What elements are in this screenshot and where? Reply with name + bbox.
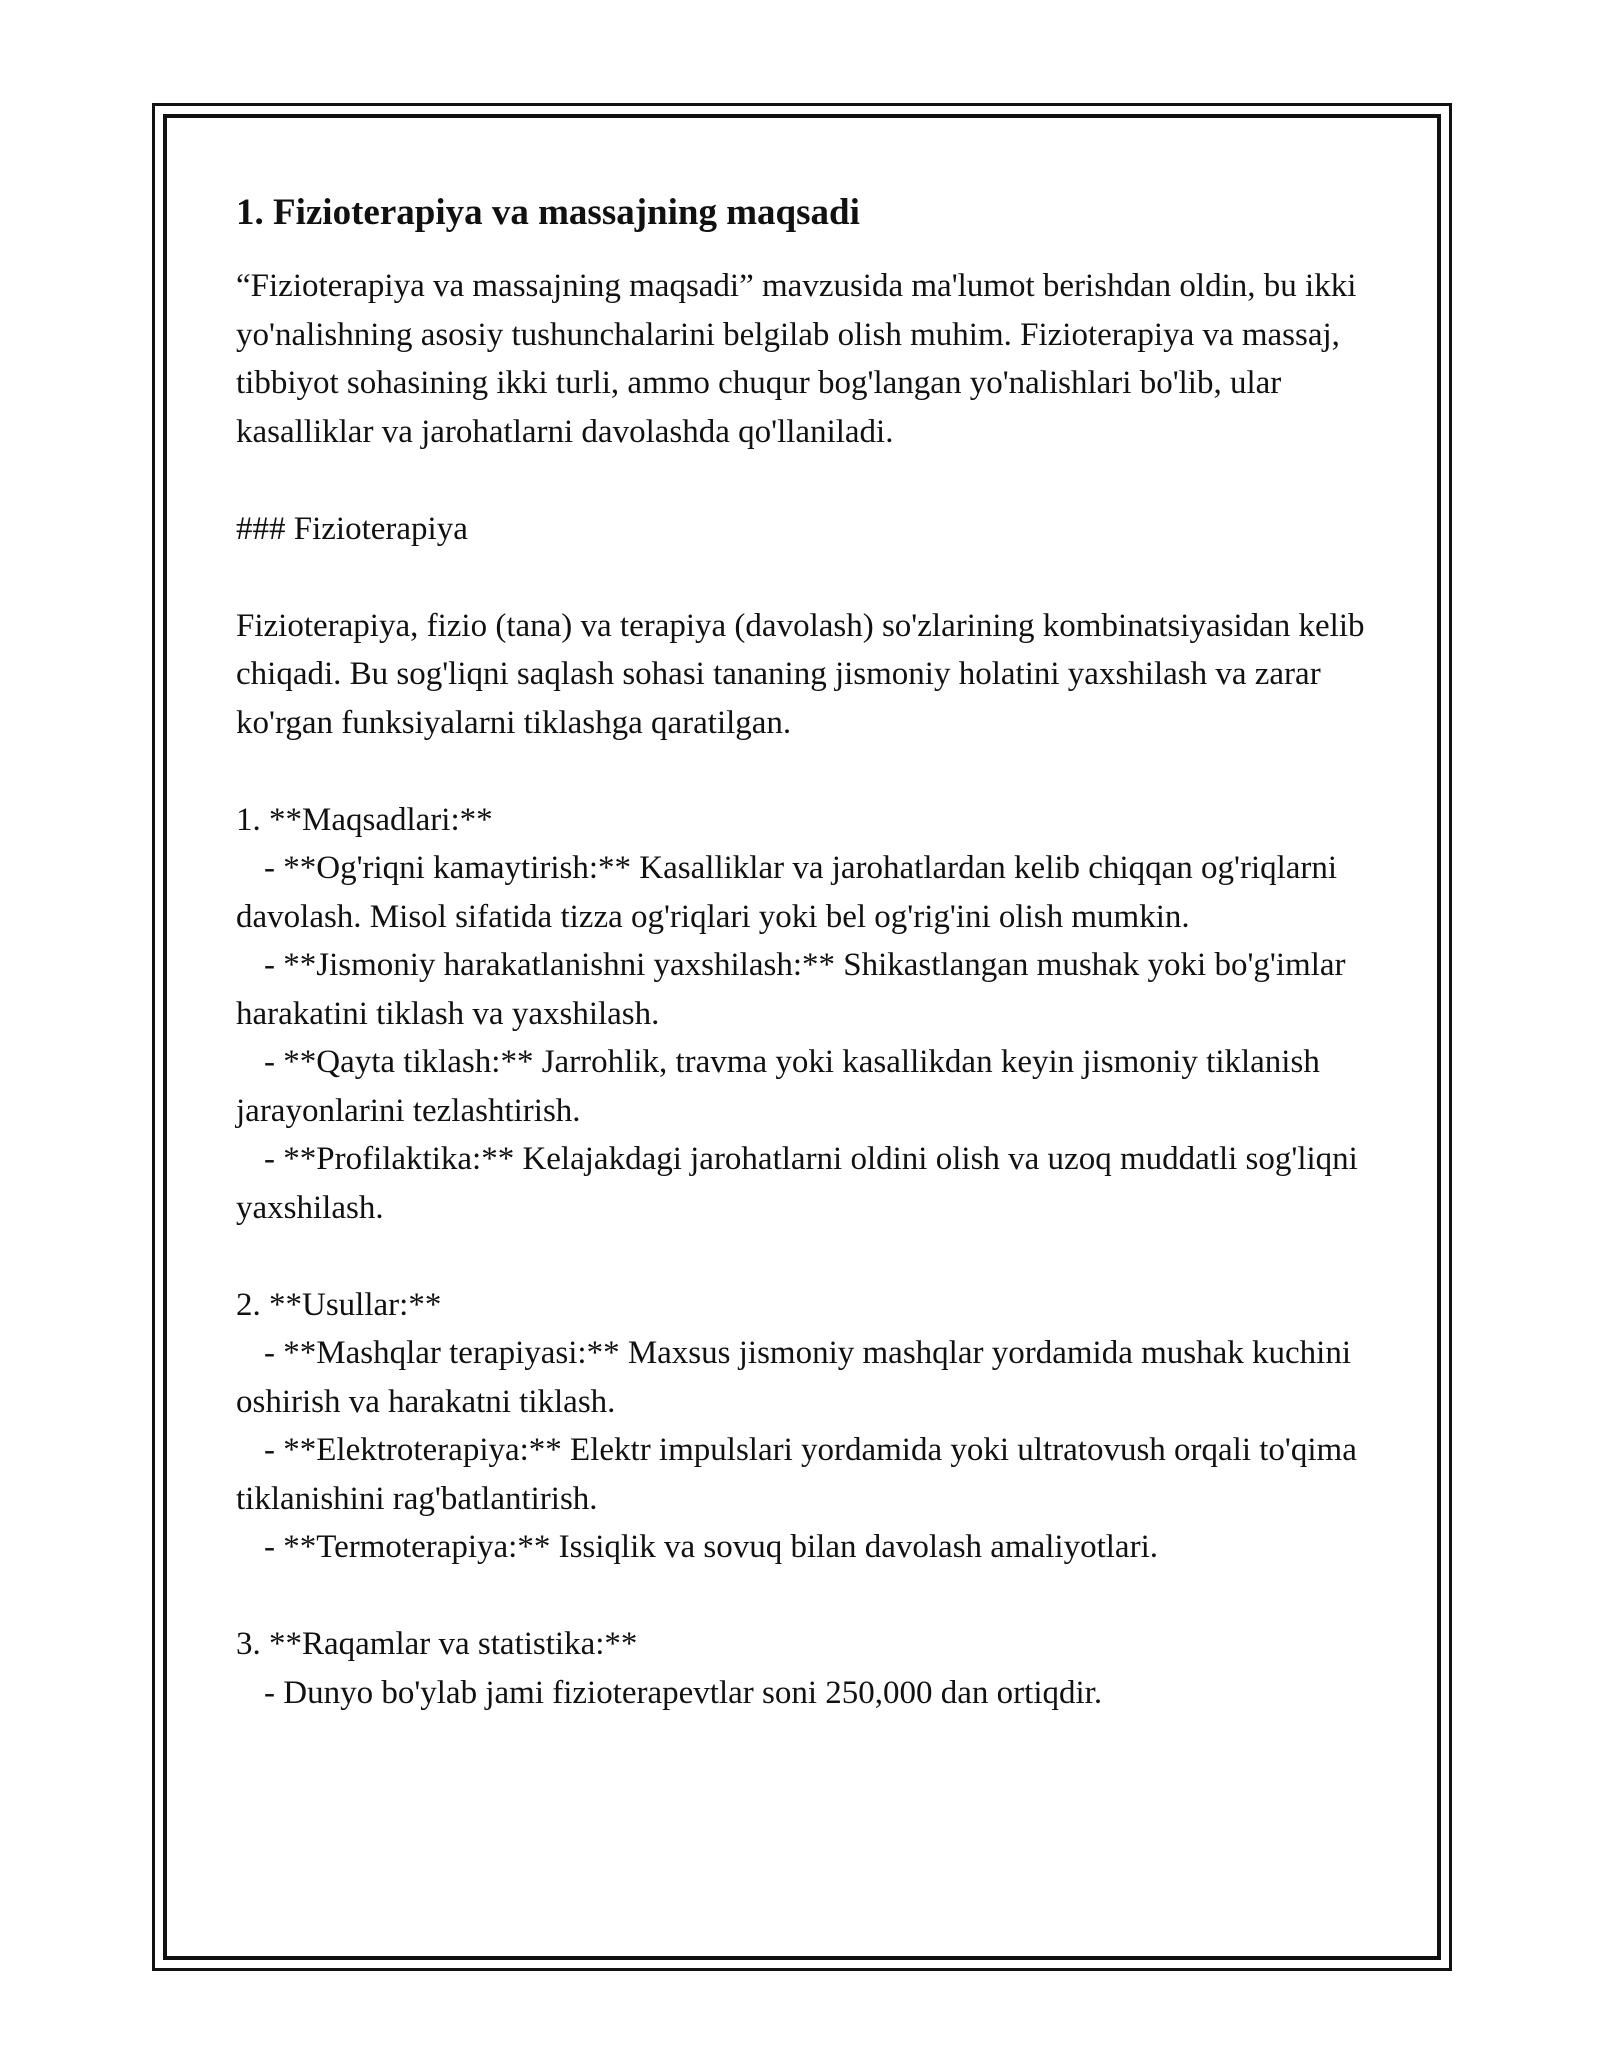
list-item [236, 844, 1366, 941]
paragraph-gap [236, 747, 1366, 796]
list-item-text: - **Elektroterapiya:** Elektr impulslari yordamida yoki ultratovush orqali to'qima tiklanishini rag'batlantirish. [236, 1432, 1366, 1517]
document-body [236, 190, 1373, 1717]
list-item [236, 1038, 1366, 1135]
section-title-statistics: 3. **Raqamlar va statistika:** [236, 1626, 638, 1662]
paragraph-gap [236, 553, 1366, 602]
list-item [236, 1523, 1366, 1572]
section-title-methods: 2. **Usullar:** [236, 1286, 442, 1323]
list-item-text: - **Qayta tiklash:** Jarrohlik, travma yoki kasallikdan keyin jismoniy tiklanish jarayonlarini tezlashtirish. [236, 1044, 1329, 1129]
definition-paragraph: Fizioterapiya, fizio (tana) va terapiya (davolash) so'zlarining kombinatsiyasidan kelib chiqadi. Bu sog'liqni saqlash sohasi tananing jismoniy holatini yaxshilash va zarar ko'rgan funksiyalarni tiklashga qaratilgan. [236, 607, 1373, 741]
document-heading: 1. Fizioterapiya va massajning maqsadi [236, 192, 860, 233]
list-item [236, 1329, 1366, 1426]
section-title-goals: 1. **Maqsadlari:** [236, 801, 493, 838]
list-item-text: - **Og'riqni kamaytirish:** Kasalliklar va jarohatlardan kelib chiqqan og'riqlarni davolash. Misol sifatida tizza og'riqlari yoki bel og'rig'ini olish mumkin. [236, 850, 1346, 935]
paragraph-gap [236, 1572, 1366, 1621]
list-item-text: - **Mashqlar terapiyasi:** Maxsus jismoniy mashqlar yordamida mushak kuchini oshirish va harakatni tiklash. [236, 1335, 1360, 1420]
list-item-text: - **Profilaktika:** Kelajakdagi jarohatlarni oldini olish va uzoq muddatli sog'liqni yaxshilash. [236, 1141, 1367, 1226]
list-item [236, 1669, 1366, 1718]
list-item-text: - Dunyo bo'ylab jami fizioterapevtlar soni 250,000 dan ortiqdir. [264, 1674, 1103, 1711]
intro-paragraph: “Fizioterapiya va massajning maqsadi” mavzusida ma'lumot berishdan oldin, bu ikki yo'nalishning asosiy tushunchalarini belgilab olish muhim. Fizioterapiya va massaj, tibbiyot sohasining ikki turli, ammo chuqur bog'langan yo'nalishlari bo'lib, ular kasalliklar va jarohatlarni davolashda qo'llaniladi. [236, 268, 1365, 450]
list-item [236, 941, 1366, 1038]
list-item [236, 1135, 1366, 1232]
list-item-text: - **Termoterapiya:** Issiqlik va sovuq bilan davolash amaliyotlari. [264, 1529, 1158, 1565]
list-item-text: - **Jismoniy harakatlanishni yaxshilash:** Shikastlangan mushak yoki bo'g'imlar harakatini tiklash va yaxshilash. [236, 947, 1354, 1032]
paragraph-gap [236, 1232, 1366, 1281]
paragraph-gap [236, 456, 1366, 505]
subheading-text: ### Fizioterapiya [236, 510, 468, 547]
list-item [236, 1426, 1366, 1523]
